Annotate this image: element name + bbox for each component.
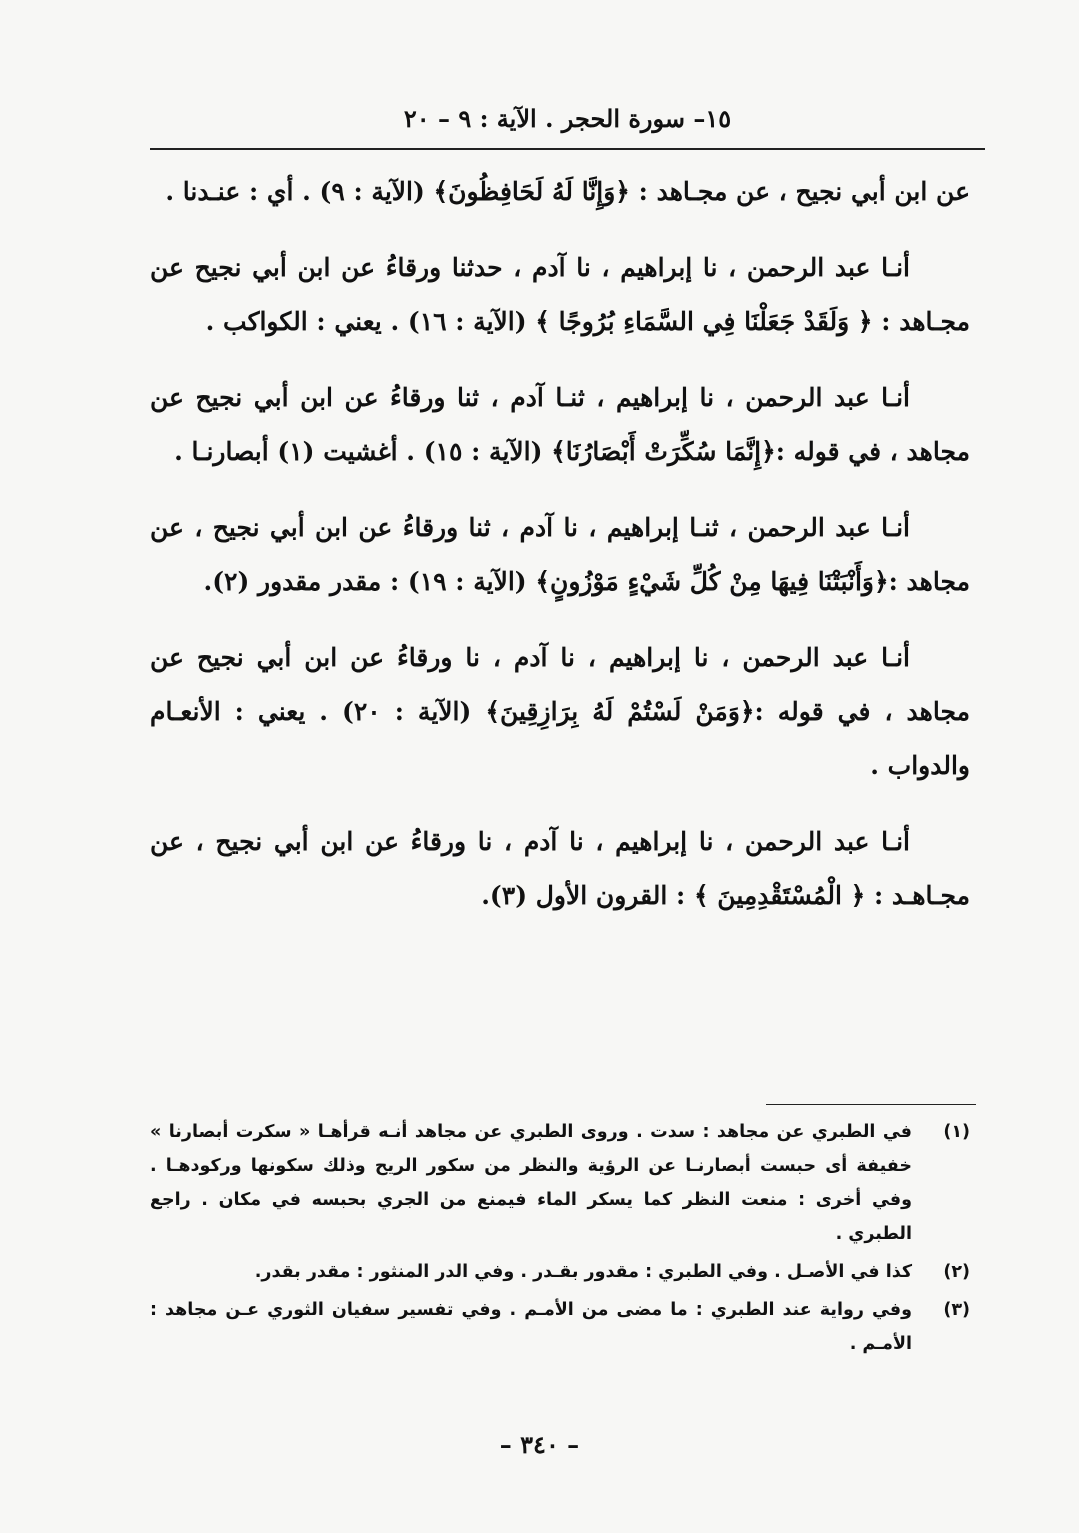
footnote-number: (٣) (943, 1300, 970, 1320)
footnote-number: (١) (943, 1122, 970, 1142)
page-number: – ٣٤٠ – (499, 1430, 580, 1459)
paragraph-1: عن ابن أبي نجيح ، عن مجـاهد : ﴿وَإِنَّا لَهُ لَحَافِظُونَ﴾ (الآية : ٩) . أي : عنـدنا . (165, 177, 970, 206)
footnote-text: في الطبري عن مجاهد : سدت . وروى الطبري عن مجاهد أنـه قرأهـا « سكرت أبصارنا » خفيفة أى حبست أبصارنـا عن الرؤية والنظر من سكور الريح وذلك سكونها وركودهـا . وفي أخرى : منعت النظر كما يسكر الماء فيمنع من الجري بحبسه في مكان . راجع الطبري . (150, 1122, 912, 1244)
footnote-2 (150, 1255, 970, 1289)
paragraph-2: أنـا عبد الرحمن ، نا إبراهيم ، نا آدم ، حدثنا ورقاءُ عن ابن أبي نجيح عن مجـاهد : ﴿ وَلَقَدْ جَعَلْنَا فِي السَّمَاءِ بُرُوجًا ﴾ (الآية : ١٦) . يعني : الكواكب . (150, 253, 970, 336)
paragraph-5: أنـا عبد الرحمن ، نا إبراهيم ، نا آدم ، نا ورقاءُ عن ابن أبي نجيح عن مجاهد ، في قوله :﴿وَمَنْ لَسْتُمْ لَهُ بِرَازِقِينَ﴾ (الآية : ٢٠) . يعني : الأنعـام والدواب . (150, 643, 970, 780)
header-rule (150, 148, 985, 150)
footnote-rule (766, 1104, 976, 1105)
footnotes (150, 1115, 970, 1365)
main-text (150, 165, 970, 945)
running-header: ١٥– سورة الحجر . الآية : ٩ – ٢٠ (403, 104, 732, 133)
footnote-text: كذا في الأصـل . وفي الطبري : مقدور بقـدر . وفي الدر المنثور : مقدر بقدر. (254, 1262, 912, 1282)
paragraph-6: أنـا عبد الرحمن ، نا إبراهيم ، نا آدم ، نا ورقاءُ عن ابن أبي نجيح ، عن مجـاهـد : ﴿ الْمُسْتَقْدِمِينَ ﴾ : القرون الأول (٣). (150, 827, 970, 910)
footnote-3 (150, 1293, 970, 1361)
footnote-number: (٢) (943, 1262, 970, 1282)
paragraph-3: أنـا عبد الرحمن ، نا إبراهيم ، ثنـا آدم ، ثنا ورقاءُ عن ابن أبي نجيح عن مجاهد ، في قوله :﴿إِنَّمَا سُكِّرَتْ أَبْصَارُنَا﴾ (الآية : ١٥) . أغشيت (١) أبصارنـا . (150, 383, 970, 466)
footnote-1 (150, 1115, 970, 1251)
paragraph-4: أنـا عبد الرحمن ، ثنـا إبراهيم ، نا آدم ، ثنا ورقاءُ عن ابن أبي نجيح ، عن مجاهد :﴿وَأَنْبَتْنَا فِيهَا مِنْ كُلِّ شَيْءٍ مَوْزُونٍ﴾ (الآية : ١٩) : مقدر مقدور (٢). (150, 513, 970, 596)
footnote-text: وفي رواية عند الطبري : ما مضى من الأمـم . وفي تفسير سفيان الثوري عـن مجاهد : الأمـم . (150, 1300, 912, 1354)
